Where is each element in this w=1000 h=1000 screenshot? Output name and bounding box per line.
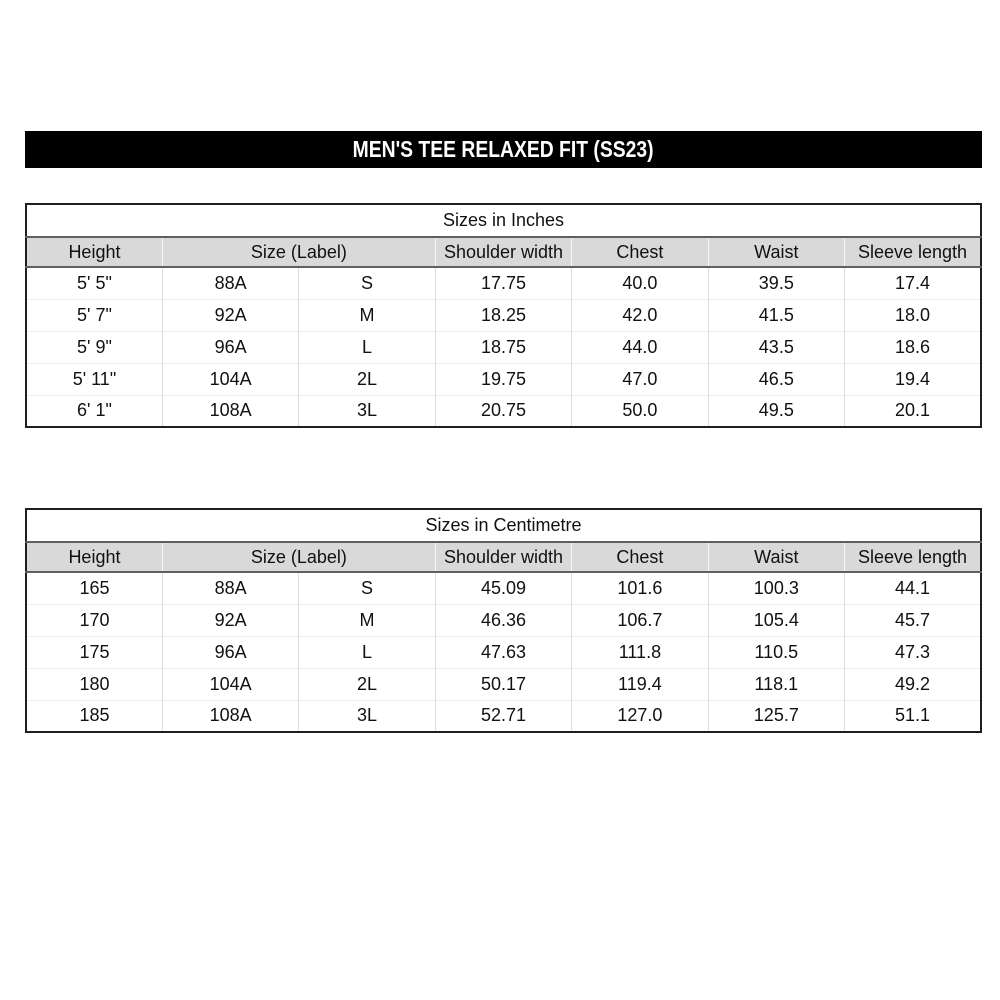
table-title: Sizes in Inches <box>26 204 981 237</box>
table-cell: 46.36 <box>435 604 571 636</box>
table-row <box>26 700 981 732</box>
table-row <box>26 267 981 299</box>
table-cell: L <box>299 636 435 668</box>
table-cell: 42.0 <box>572 299 708 331</box>
table-cell: 3L <box>299 700 435 732</box>
product-title: MEN'S TEE RELAXED FIT (SS23) <box>353 136 654 162</box>
size-table-centimetre <box>25 508 982 733</box>
table-cell: 18.6 <box>845 331 981 363</box>
table-cell: 92A <box>162 604 298 636</box>
table-cell: 45.09 <box>435 572 571 604</box>
table-row <box>26 363 981 395</box>
table-cell: 6' 1" <box>26 395 162 427</box>
table-cell: 47.63 <box>435 636 571 668</box>
table-cell: 41.5 <box>708 299 844 331</box>
column-header-waist: Waist <box>708 237 844 267</box>
table-cell: 20.1 <box>845 395 981 427</box>
table-cell: 19.75 <box>435 363 571 395</box>
table-cell: L <box>299 331 435 363</box>
table-cell: 40.0 <box>572 267 708 299</box>
table-cell: 100.3 <box>708 572 844 604</box>
column-header-size-label: Size (Label) <box>162 542 435 572</box>
table-cell: 185 <box>26 700 162 732</box>
table-cell: 47.3 <box>845 636 981 668</box>
table-title-row <box>26 509 981 542</box>
table-cell: 88A <box>162 267 298 299</box>
column-header-waist: Waist <box>708 542 844 572</box>
table-row <box>26 299 981 331</box>
table-cell: 44.1 <box>845 572 981 604</box>
table-title: Sizes in Centimetre <box>26 509 981 542</box>
table-cell: S <box>299 572 435 604</box>
column-header-chest: Chest <box>572 542 708 572</box>
table-cell: 47.0 <box>572 363 708 395</box>
table-cell: 2L <box>299 668 435 700</box>
table-cell: 52.71 <box>435 700 571 732</box>
table-cell: 175 <box>26 636 162 668</box>
table-row <box>26 331 981 363</box>
table-row <box>26 668 981 700</box>
table-cell: 111.8 <box>572 636 708 668</box>
table-cell: 18.25 <box>435 299 571 331</box>
table-row <box>26 395 981 427</box>
table-cell: 43.5 <box>708 331 844 363</box>
table-cell: 3L <box>299 395 435 427</box>
table-cell: 50.0 <box>572 395 708 427</box>
table-cell: 17.4 <box>845 267 981 299</box>
table-cell: 165 <box>26 572 162 604</box>
table-cell: 39.5 <box>708 267 844 299</box>
column-header-shoulder-width: Shoulder width <box>435 542 571 572</box>
table-cell: 46.5 <box>708 363 844 395</box>
table-cell: 50.17 <box>435 668 571 700</box>
table-cell: S <box>299 267 435 299</box>
table-cell: 108A <box>162 395 298 427</box>
table-cell: 88A <box>162 572 298 604</box>
table-cell: 108A <box>162 700 298 732</box>
column-header-height: Height <box>26 237 162 267</box>
table-cell: 20.75 <box>435 395 571 427</box>
table-header-row <box>26 237 981 267</box>
table-cell: 110.5 <box>708 636 844 668</box>
table-cell: 5' 9" <box>26 331 162 363</box>
product-title-banner <box>25 131 982 168</box>
table-cell: 51.1 <box>845 700 981 732</box>
table-cell: 18.0 <box>845 299 981 331</box>
table-cell: 170 <box>26 604 162 636</box>
table-title-row <box>26 204 981 237</box>
column-header-chest: Chest <box>572 237 708 267</box>
column-header-height: Height <box>26 542 162 572</box>
table-cell: 105.4 <box>708 604 844 636</box>
table-cell: 101.6 <box>572 572 708 604</box>
table-row <box>26 636 981 668</box>
table-cell: 17.75 <box>435 267 571 299</box>
table-cell: 118.1 <box>708 668 844 700</box>
table-cell: 106.7 <box>572 604 708 636</box>
table-cell: 92A <box>162 299 298 331</box>
table-cell: 49.2 <box>845 668 981 700</box>
table-cell: 5' 7" <box>26 299 162 331</box>
table-cell: 119.4 <box>572 668 708 700</box>
table-cell: 18.75 <box>435 331 571 363</box>
column-header-shoulder-width: Shoulder width <box>435 237 571 267</box>
size-table-inches <box>25 203 982 428</box>
table-header-row <box>26 542 981 572</box>
table-cell: 104A <box>162 668 298 700</box>
table-cell: 19.4 <box>845 363 981 395</box>
table-cell: 2L <box>299 363 435 395</box>
column-header-size-label: Size (Label) <box>162 237 435 267</box>
table-cell: 5' 5" <box>26 267 162 299</box>
table-cell: 5' 11" <box>26 363 162 395</box>
table-row <box>26 604 981 636</box>
column-header-sleeve-length: Sleeve length <box>845 237 981 267</box>
table-cell: 45.7 <box>845 604 981 636</box>
table-cell: 49.5 <box>708 395 844 427</box>
table-cell: 125.7 <box>708 700 844 732</box>
table-cell: M <box>299 604 435 636</box>
table-cell: 44.0 <box>572 331 708 363</box>
table-cell: 127.0 <box>572 700 708 732</box>
table-cell: 96A <box>162 636 298 668</box>
table-cell: M <box>299 299 435 331</box>
table-row <box>26 572 981 604</box>
table-cell: 180 <box>26 668 162 700</box>
column-header-sleeve-length: Sleeve length <box>845 542 981 572</box>
table-cell: 104A <box>162 363 298 395</box>
table-cell: 96A <box>162 331 298 363</box>
